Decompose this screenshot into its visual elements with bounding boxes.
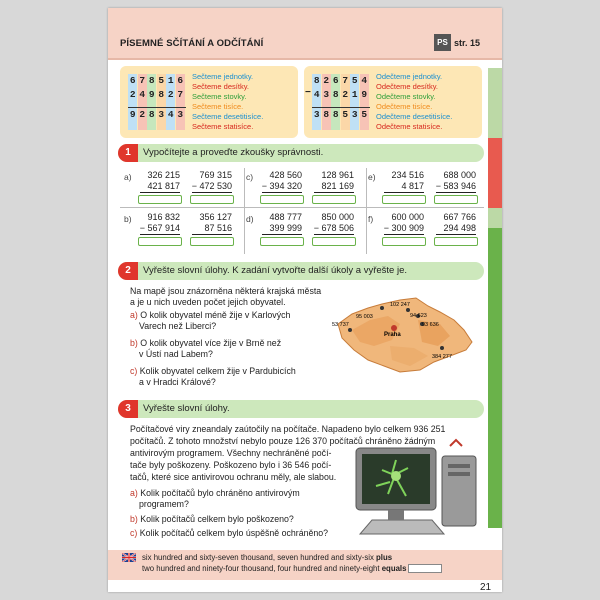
task-1-operand: 667 766 bbox=[443, 212, 476, 222]
task-1-operand: 294 498 bbox=[443, 223, 476, 233]
task-1-operand: − 394 320 bbox=[261, 181, 302, 191]
task-2-intro-line-2: a je u nich uveden počet jejich obyvatel. bbox=[130, 297, 286, 307]
task-2-header bbox=[118, 262, 484, 280]
subtraction-row-2: 4 3 8 2 1 9 bbox=[313, 89, 368, 100]
addition-example bbox=[120, 66, 298, 138]
task-1-sum-line bbox=[384, 192, 424, 193]
task-1-answer-box[interactable] bbox=[312, 237, 356, 246]
task-3-number: 3 bbox=[118, 400, 138, 418]
page-title: PÍSEMNÉ SČÍTÁNÍ A ODČÍTÁNÍ bbox=[120, 38, 264, 49]
task-1-operand: 4 817 bbox=[401, 181, 424, 191]
task-1-operand: 688 000 bbox=[443, 170, 476, 180]
english-answer-box[interactable] bbox=[408, 564, 442, 573]
uk-flag-icon bbox=[122, 553, 136, 562]
subtraction-example bbox=[304, 66, 482, 138]
task-1-operand: − 583 946 bbox=[435, 181, 476, 191]
task-1-sum-line bbox=[436, 192, 476, 193]
side-tab-green bbox=[488, 228, 502, 528]
task-3-body-2: počítačů. Z tohoto množství nebylo pouze 126 370 počítačů chráněno žádným bbox=[130, 436, 436, 446]
addition-digits bbox=[128, 74, 186, 128]
map-label-pardubice: 94 623 bbox=[410, 313, 427, 319]
task-3-header bbox=[118, 400, 484, 418]
task-1-sum-line bbox=[262, 234, 302, 235]
minus-sign: − bbox=[305, 87, 311, 98]
task-3-question-c: c) Kolik počítačů celkem bylo úspěšně ochráněno? bbox=[130, 528, 329, 538]
task-3-body-5: tačů, které sice antivirovou ochranu měly, ale slabou. bbox=[130, 472, 337, 482]
task-3-text: Vyřešte slovní úlohy. bbox=[143, 403, 230, 414]
task-1-letter: f) bbox=[368, 214, 374, 224]
task-1-header bbox=[118, 144, 484, 162]
task-1-answer-box[interactable] bbox=[138, 237, 182, 246]
task-3-question-a: a) Kolik počítačů bylo chráněno antivirovým programem? bbox=[130, 488, 300, 509]
task-1-answer-box[interactable] bbox=[434, 195, 478, 204]
task-1-operand: − 300 909 bbox=[383, 223, 424, 233]
task-2-question-c: c) Kolik obyvatel celkem žije v Pardubicích a v Hradci Králové? bbox=[130, 366, 296, 387]
czech-map bbox=[330, 290, 480, 380]
addition-sum: 9 2 8 3 4 3 bbox=[128, 107, 186, 121]
addition-labels: Sečteme jednotky. Sečteme desítky. Sečteme stovky. Sečteme tisíce. Sečteme desetitisíce. Sečteme statisíce. bbox=[192, 72, 264, 131]
task-1-answer-box[interactable] bbox=[260, 237, 304, 246]
task-1-operand: 356 127 bbox=[199, 212, 232, 222]
side-tab-red bbox=[488, 138, 502, 208]
task-1-operand: 821 169 bbox=[321, 181, 354, 191]
task-1-sum-line bbox=[140, 234, 180, 235]
task-1-answer-box[interactable] bbox=[260, 195, 304, 204]
map-label-praha: Praha bbox=[384, 332, 401, 338]
map-label-brno: 384 277 bbox=[432, 354, 452, 360]
task-1-letter: c) bbox=[246, 172, 254, 182]
task-1-sum-line bbox=[384, 234, 424, 235]
task-1-sum-line bbox=[314, 192, 354, 193]
task-1-operand: 234 516 bbox=[391, 170, 424, 180]
task-1-answer-box[interactable] bbox=[190, 237, 234, 246]
subtraction-labels: Odečteme jednotky. Odečteme desítky. Odečteme stovky. Odečteme tisíce. Odečteme desetitisíce. Odečteme statisíce. bbox=[376, 72, 453, 131]
subtraction-digits bbox=[305, 74, 370, 128]
task-1-sum-line bbox=[140, 192, 180, 193]
task-1-sum-line bbox=[192, 192, 232, 193]
task-3-body-4: tače byly poškozeny. Poškozeno bylo i 36 546 počí- bbox=[130, 460, 332, 470]
task-1-answer-box[interactable] bbox=[312, 195, 356, 204]
task-1-letter: a) bbox=[124, 172, 132, 182]
task-1-operand: 399 999 bbox=[269, 223, 302, 233]
page-number: 21 bbox=[480, 582, 492, 592]
textbook-page bbox=[108, 8, 502, 592]
task-3-body-1: Počítačové viry zneandaly zaútočily na počítače. Napadeno bylo celkem 936 251 bbox=[130, 424, 446, 434]
task-1-sum-line bbox=[436, 234, 476, 235]
task-3-body-3: antivirovým programem. Všechny nechráněné počí- bbox=[130, 448, 332, 458]
task-1-number: 1 bbox=[118, 144, 138, 162]
task-1-answer-box[interactable] bbox=[382, 237, 426, 246]
task-1-letter: e) bbox=[368, 172, 376, 182]
english-exercise: six hundred and sixty-seven thousand, seven hundred and sixty-six plus two hundred and ninety-four thousand, four hundred and ninety-eight equals bbox=[142, 552, 462, 574]
map-label-usti: 95 003 bbox=[356, 314, 373, 320]
ps-badge: PS bbox=[434, 34, 451, 51]
task-1-operand: − 472 530 bbox=[191, 181, 232, 191]
header-divider bbox=[108, 58, 502, 60]
computer-illustration bbox=[352, 438, 482, 548]
task-1-sum-line bbox=[314, 234, 354, 235]
task-1-letter: b) bbox=[124, 214, 132, 224]
task-2-number: 2 bbox=[118, 262, 138, 280]
task-2-question-a: a) O kolik obyvatel méně žije v Karlových Varech než Liberci? bbox=[130, 310, 291, 331]
addition-row-2: 2 4 9 8 2 7 bbox=[129, 89, 184, 100]
task-1-operand: 916 832 bbox=[147, 212, 180, 222]
subtraction-row-1: 8 2 6 7 5 4 bbox=[313, 75, 368, 86]
subtraction-result: 3 8 8 5 3 5 bbox=[312, 107, 370, 121]
task-1-answer-box[interactable] bbox=[190, 195, 234, 204]
task-1-sum-line bbox=[192, 234, 232, 235]
addition-row-1: 6 7 8 5 1 6 bbox=[129, 75, 184, 86]
page-reference: str. 15 bbox=[454, 38, 481, 48]
task-2-intro-line-1: Na mapě jsou znázorněna některá krajská města bbox=[130, 286, 322, 296]
task-3-question-b: b) Kolik počítačů celkem bylo poškozeno? bbox=[130, 514, 294, 524]
task-1-operand: 87 516 bbox=[204, 223, 232, 233]
map-label-hradec: 93 636 bbox=[422, 322, 439, 328]
task-2-question-b: b) O kolik obyvatel více žije v Brně než v Ústí nad Labem? bbox=[130, 338, 282, 359]
map-label-karlovy-vary: 53 737 bbox=[332, 322, 349, 328]
task-1-answer-box[interactable] bbox=[382, 195, 426, 204]
task-1-operand: 488 777 bbox=[269, 212, 302, 222]
map-label-liberec: 102 247 bbox=[390, 302, 410, 308]
task-1-operand: 421 817 bbox=[147, 181, 180, 191]
task-1-answer-box[interactable] bbox=[138, 195, 182, 204]
task-1-text: Vypočítejte a proveďte zkoušky správnosti. bbox=[143, 147, 324, 158]
task-1-operand: 326 215 bbox=[147, 170, 180, 180]
task-1-operand: − 567 914 bbox=[139, 223, 180, 233]
task-1-operand: 850 000 bbox=[321, 212, 354, 222]
task-1-operand: − 678 506 bbox=[313, 223, 354, 233]
task-1-sum-line bbox=[262, 192, 302, 193]
task-1-operand: 428 560 bbox=[269, 170, 302, 180]
task-2-text: Vyřešte slovní úlohy. K zadání vytvořte další úkoly a vyřešte je. bbox=[143, 265, 408, 276]
task-1-operand: 128 961 bbox=[321, 170, 354, 180]
task-1-answer-box[interactable] bbox=[434, 237, 478, 246]
task-1-letter: d) bbox=[246, 214, 254, 224]
task-1-operand: 769 315 bbox=[199, 170, 232, 180]
task-1-operand: 600 000 bbox=[391, 212, 424, 222]
